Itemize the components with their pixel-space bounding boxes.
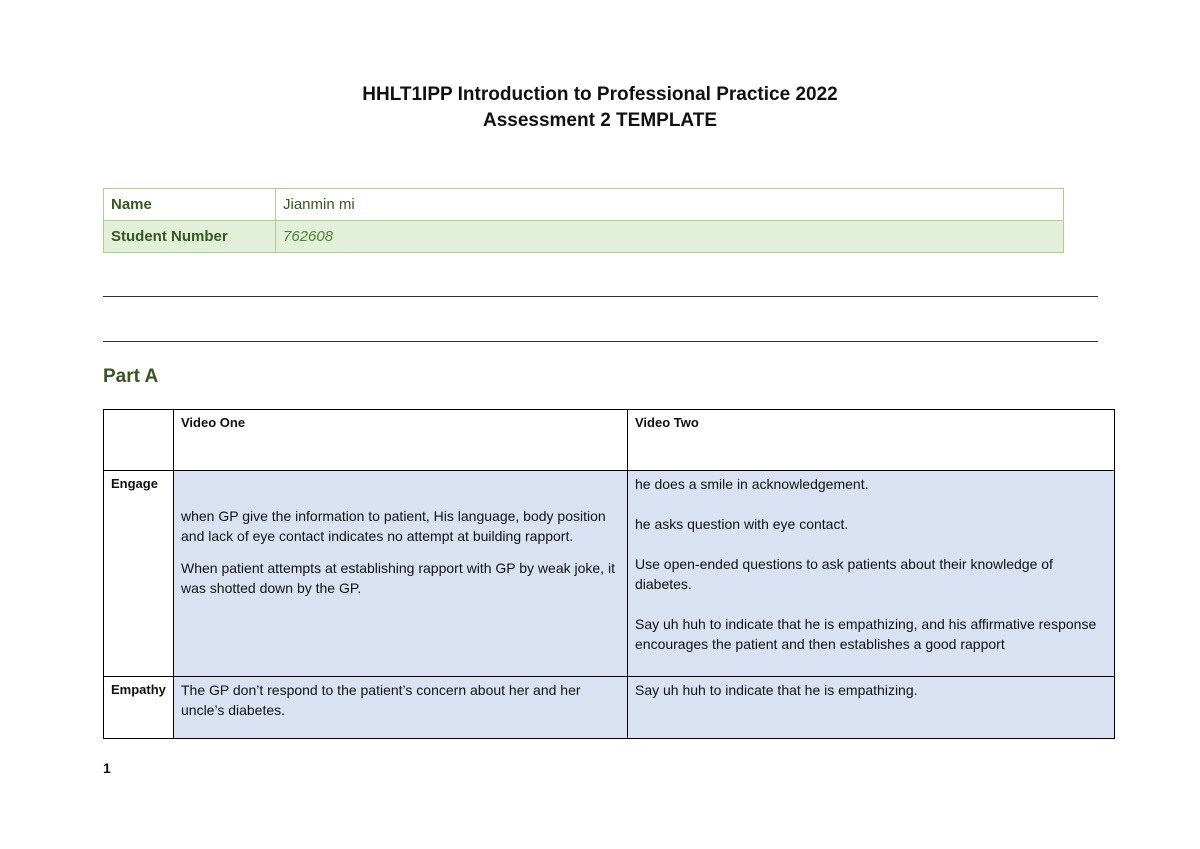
engage-video-two-text: he does a smile in acknowledgement.: [635, 476, 869, 492]
student-number-value: 762608: [276, 221, 1064, 253]
name-label: Name: [104, 189, 276, 221]
engage-video-one-text: when GP give the information to patient, His language, body position and lack of eye contact indicates no attempt at building rapport.: [181, 508, 606, 544]
header-empty-cell: [104, 410, 174, 471]
page-number: 1: [103, 760, 111, 776]
horizontal-rule: [103, 296, 1098, 297]
header-video-two: Video Two: [628, 410, 1115, 471]
table-row: [104, 471, 1115, 677]
engage-video-two-text: Say uh huh to indicate that he is empathizing, and his affirmative response encourages the patient and then establishes a good rapport: [635, 616, 1097, 652]
row-label-engage: Engage: [104, 471, 174, 677]
student-number-label: Student Number: [104, 221, 276, 253]
engage-video-two-text: he asks question with eye contact.: [635, 516, 849, 532]
engage-video-two-text: Use open-ended questions to ask patients about their knowledge of diabetes.: [635, 556, 1053, 592]
title-line-2: Assessment 2 TEMPLATE: [482, 110, 718, 131]
table-row: [104, 677, 1115, 739]
engage-video-one-text: When patient attempts at establishing rapport with GP by weak joke, it was shotted down by the GP.: [181, 560, 615, 596]
section-heading: Part A: [103, 366, 159, 387]
document-title: [0, 82, 1200, 134]
student-number-row: [104, 221, 1064, 253]
empathy-video-one-cell: The GP don’t respond to the patient’s concern about her and her uncle’s diabetes.: [174, 677, 628, 739]
engage-video-one-cell: [174, 471, 628, 677]
empathy-video-two-cell: Say uh huh to indicate that he is empathizing.: [628, 677, 1115, 739]
horizontal-rule: [103, 341, 1098, 342]
engage-video-two-cell: [628, 471, 1115, 677]
name-value: Jianmin mi: [276, 189, 1064, 221]
assessment-table: [103, 409, 1115, 739]
title-line-1: HHLT1IPP Introduction to Professional Practice 2022: [362, 84, 838, 105]
header-video-one: Video One: [174, 410, 628, 471]
student-info-table: [103, 188, 1064, 253]
table-header-row: [104, 410, 1115, 471]
row-label-empathy: Empathy: [104, 677, 174, 739]
name-row: [104, 189, 1064, 221]
